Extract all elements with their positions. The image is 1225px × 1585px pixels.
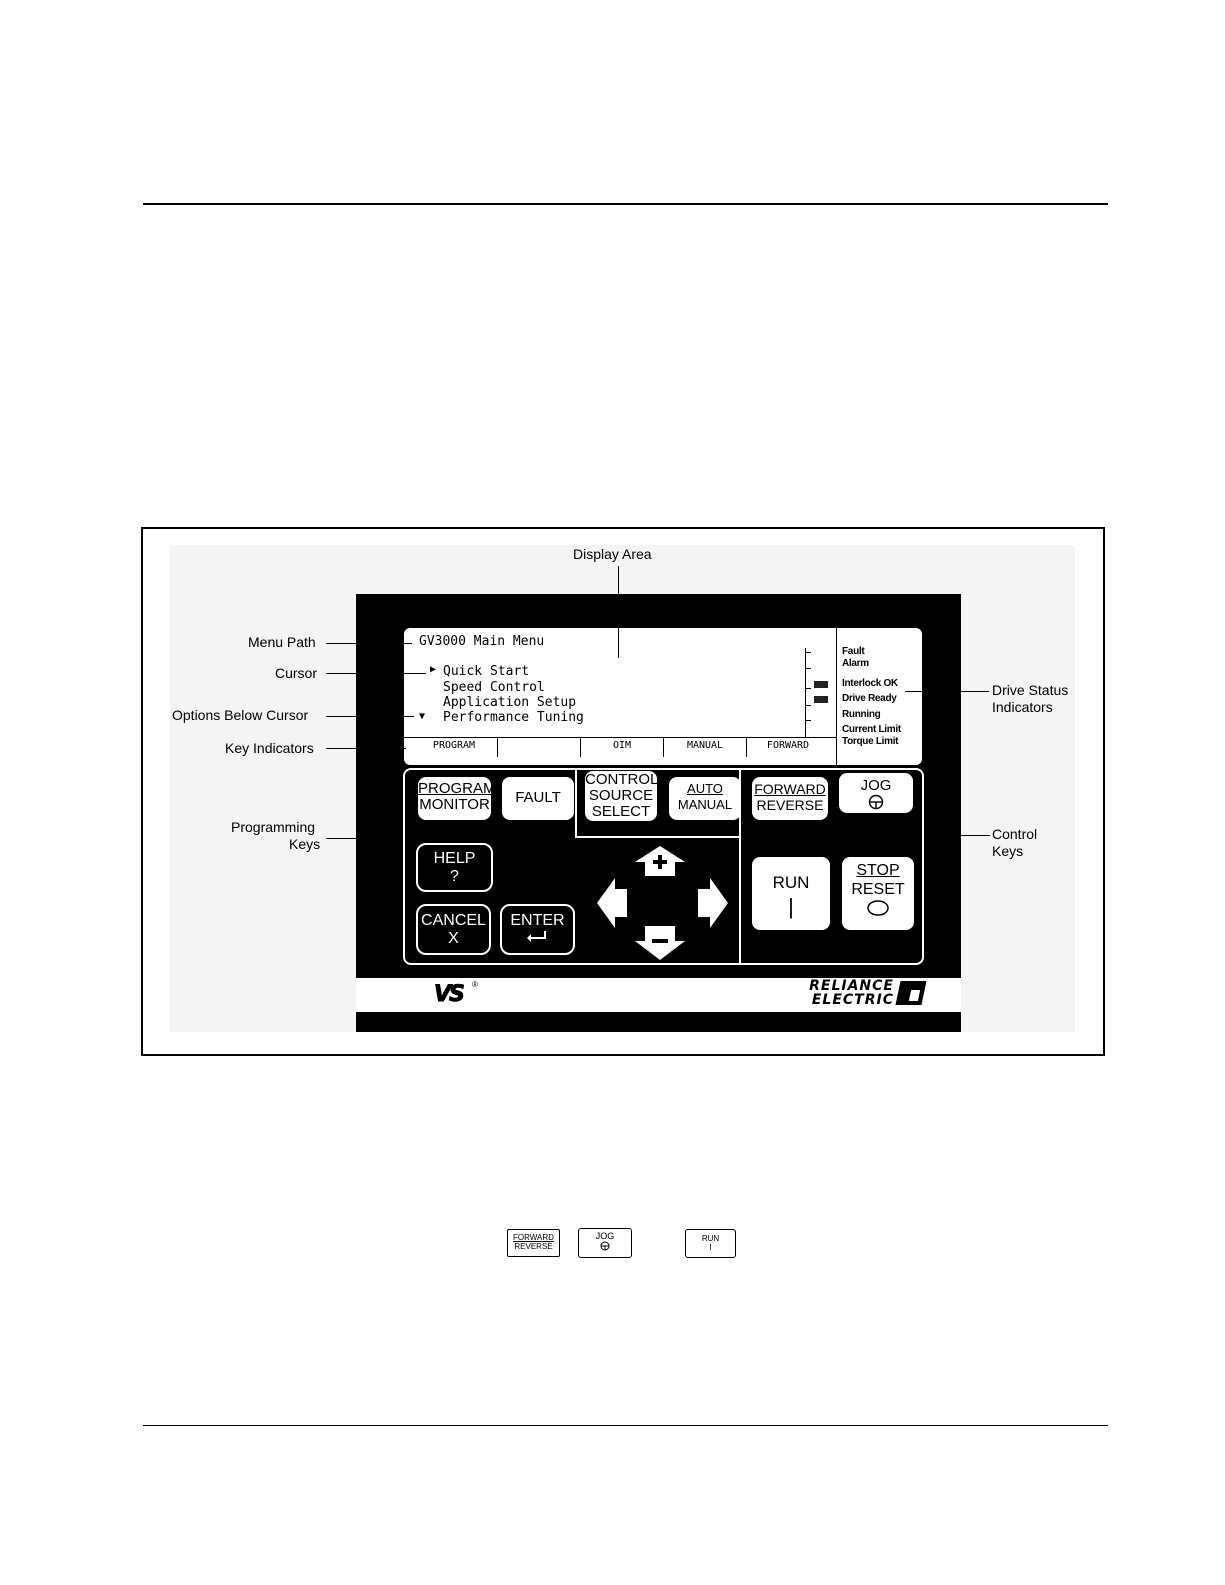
leader-key-indicators xyxy=(326,748,406,749)
callout-keys: Keys xyxy=(289,836,321,852)
led-tick xyxy=(805,720,811,721)
fault-key[interactable] xyxy=(502,777,574,820)
led-tick xyxy=(805,688,811,689)
key-indicator-4: MANUAL xyxy=(686,740,724,751)
callout-display-area: Display Area xyxy=(573,546,652,562)
callout-indicators: Indicators xyxy=(992,699,1053,715)
cancel-label: CANCEL xyxy=(421,912,486,929)
registered-mark-icon: ® xyxy=(472,980,478,989)
callout-cursor: Cursor xyxy=(275,665,318,681)
inline-forward-reverse-key xyxy=(507,1229,560,1257)
leader-cursor xyxy=(326,673,426,674)
auto-label: AUTO xyxy=(687,781,723,796)
led-tick xyxy=(805,705,811,706)
program-monitor-key[interactable] xyxy=(418,777,496,820)
help-icon: ? xyxy=(450,868,459,885)
inline-run-label: RUN xyxy=(701,1234,720,1243)
led-tick xyxy=(805,668,811,669)
option-item: Performance Tuning xyxy=(443,710,584,725)
auto-manual-key[interactable] xyxy=(669,777,741,820)
vs-logo: VS xyxy=(434,982,463,1007)
run-icon: | xyxy=(788,894,794,919)
bottom-rule xyxy=(143,1425,1108,1426)
help-key[interactable] xyxy=(416,843,493,892)
key-indicator-divider xyxy=(404,737,836,738)
key-indicator-3: OIM xyxy=(612,740,632,751)
control-source-select-key[interactable] xyxy=(585,771,657,821)
led-column xyxy=(805,648,806,738)
right-arrow-icon[interactable] xyxy=(698,878,728,928)
manual-label: MANUAL xyxy=(677,797,733,812)
fault-label: FAULT xyxy=(515,789,561,806)
callout-control-keys: Keys xyxy=(992,843,1024,859)
enter-label: ENTER xyxy=(510,912,565,929)
status-drive-ready: Drive Ready xyxy=(842,693,897,704)
leader-drive-status xyxy=(905,691,989,692)
monitor-label: MONITOR xyxy=(419,796,490,813)
drive-ready-led xyxy=(814,696,828,703)
down-arrow-icon[interactable] xyxy=(635,926,685,960)
top-rule xyxy=(143,203,1108,205)
status-alarm: Alarm xyxy=(842,658,869,669)
key-indicator-5: FORWARD xyxy=(766,740,810,751)
reliance-electric-logo xyxy=(786,979,894,1007)
help-label: HELP xyxy=(433,850,476,867)
cursor-icon: ▶ xyxy=(430,664,437,675)
enter-key[interactable] xyxy=(500,904,575,955)
select-label: SELECT xyxy=(591,803,651,820)
key-indicator-separator xyxy=(746,737,747,757)
status-torque-limit: Torque Limit xyxy=(842,736,899,747)
status-interlock-ok: Interlock OK xyxy=(842,678,898,689)
callout-programming: Programming xyxy=(231,819,316,835)
menu-path-text: GV3000 Main Menu xyxy=(419,634,545,649)
reverse-label: REVERSE xyxy=(756,797,824,813)
callout-options-below-cursor: Options Below Cursor xyxy=(172,707,309,723)
reliance-text: RELIANCE xyxy=(809,978,894,994)
jog-icon xyxy=(866,794,886,810)
inline-run-icon: I xyxy=(709,1243,712,1252)
status-divider xyxy=(836,628,837,765)
jog-label: JOG xyxy=(860,777,892,794)
stop-reset-key[interactable] xyxy=(842,857,914,930)
inline-reverse-label: REVERSE xyxy=(514,1242,553,1251)
more-options-icon: ▼ xyxy=(419,711,426,722)
interlock-led xyxy=(814,681,828,688)
up-arrow-icon[interactable] xyxy=(635,846,685,876)
status-fault: Fault xyxy=(842,646,865,657)
stop-label: STOP xyxy=(856,862,900,879)
control-label: CONTROL xyxy=(585,771,659,788)
callout-menu-path: Menu Path xyxy=(248,634,316,650)
enter-icon xyxy=(525,930,551,944)
program-label: PROGRAM xyxy=(418,780,496,797)
key-indicator-1: PROGRAM xyxy=(432,740,476,751)
inline-jog-key xyxy=(578,1228,632,1258)
inline-run-key xyxy=(685,1229,736,1258)
key-indicator-separator xyxy=(580,737,581,757)
forward-label: FORWARD xyxy=(754,781,826,797)
source-label: SOURCE xyxy=(588,787,654,804)
status-current-limit: Current Limit xyxy=(842,724,901,735)
inline-jog-label: JOG xyxy=(595,1231,615,1241)
option-item: Quick Start xyxy=(443,664,530,679)
cancel-icon: X xyxy=(448,930,459,947)
run-label: RUN xyxy=(772,873,810,892)
option-item: Application Setup xyxy=(443,695,577,710)
key-indicator-separator xyxy=(663,737,664,757)
leader-display-area xyxy=(618,566,619,658)
leader-menu-path xyxy=(326,643,412,644)
option-item: Speed Control xyxy=(443,680,545,695)
forward-reverse-key[interactable] xyxy=(752,777,828,820)
key-indicator-separator xyxy=(497,737,498,757)
callout-key-indicators: Key Indicators xyxy=(225,740,314,756)
electric-text: ELECTRIC xyxy=(811,992,894,1008)
stop-icon xyxy=(866,899,890,917)
inline-jog-icon xyxy=(599,1241,611,1251)
left-arrow-icon[interactable] xyxy=(597,878,627,928)
led-tick xyxy=(805,652,811,653)
callout-drive-status: Drive Status xyxy=(992,682,1069,698)
arrow-keys xyxy=(595,845,730,965)
leader-options xyxy=(326,716,414,717)
inline-forward-label: FORWARD xyxy=(513,1233,554,1242)
reset-label: RESET xyxy=(851,881,905,898)
cancel-key[interactable] xyxy=(416,904,491,955)
callout-control: Control xyxy=(992,826,1038,842)
run-key[interactable] xyxy=(752,857,830,930)
status-running: Running xyxy=(842,709,881,720)
jog-key[interactable] xyxy=(839,773,913,813)
key-group-divider xyxy=(739,836,741,965)
